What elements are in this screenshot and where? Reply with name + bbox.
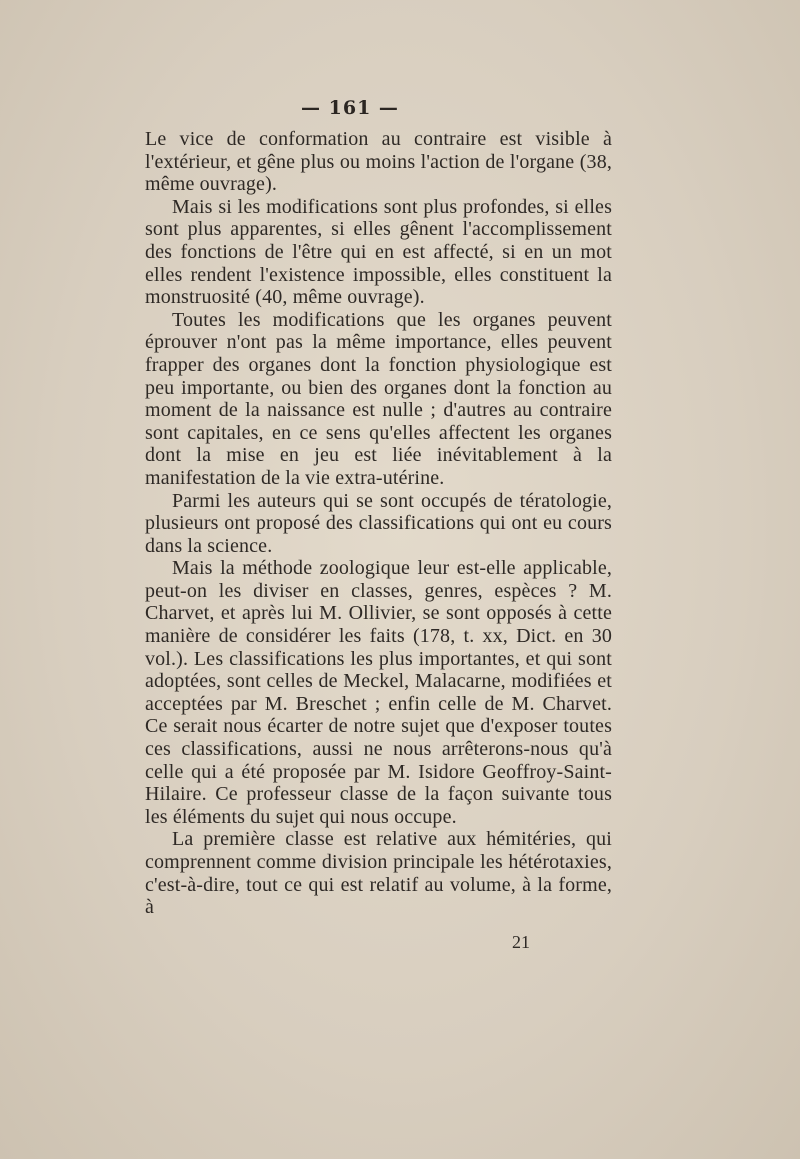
paragraph: Parmi les auteurs qui se sont occupés de tératologie, plusieurs ont proposé des classifications qui ont eu cours dans la science. (145, 489, 612, 557)
paragraph: Toutes les modifications que les organes peuvent éprouver n'ont pas la même importance, elles peuvent frapper des organes dont la fonction physiologique est peu importante, ou bien des organes dont la fonction au moment de la naissance est nulle ; d'autres au contraire sont capitales, en ce sens qu'elles affectent les organes dont la mise en jeu est liée inévitablement à la manifestation de la vie extra-utérine. (145, 308, 612, 489)
page-number: — 161 — (301, 97, 399, 119)
paragraph: La première classe est relative aux hémitéries, qui comprennent comme division principale les hétérotaxies, c'est-à-dire, tout ce qui est relatif au volume, à la forme, à (145, 828, 612, 919)
paragraph: Le vice de conformation au contraire est visible à l'extérieur, et gêne plus ou moins l'action de l'organe (38, même ouvrage). (145, 128, 612, 196)
paragraph: Mais la méthode zoologique leur est-elle applicable, peut-on les diviser en classes, genres, espèces ? M. Charvet, et après lui M. Ollivier, se sont opposés à cette manière de considérer les faits (178, t. xx, Dict. en 30 vol.). Les classifications les plus importantes, et qui sont adoptées, sont celles de Meckel, Malacarne, modifiées et acceptées par M. Breschet ; enfin celle de M. Charvet. Ce serait nous écarter de notre sujet que d'exposer toutes ces classifications, aussi ne nous arrêterons-nous qu'à celle qui a été proposée par M. Isidore Geoffroy-Saint-Hilaire. Ce professeur classe de la façon suivante tous les éléments du sujet qui nous occupe. (145, 557, 612, 828)
paragraph: Mais si les modifications sont plus profondes, si elles sont plus apparentes, si elles gênent l'accomplissement des fonctions de l'être qui en est affecté, si en un mot elles rendent l'existence impossible, elles constituent la monstruosité (40, même ouvrage). (145, 195, 612, 309)
body-text (145, 128, 612, 919)
signature-mark: 21 (512, 932, 530, 952)
